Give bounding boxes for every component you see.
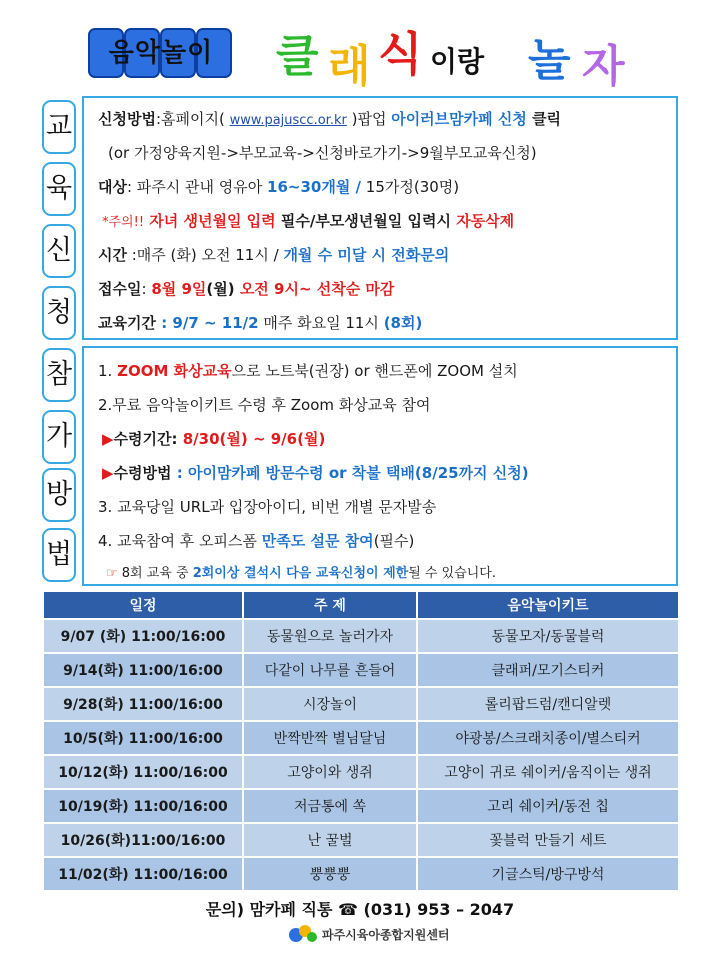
target-end: 15가정(30명) [361, 178, 460, 196]
session-kit: 클래퍼/모기스티커 [417, 653, 679, 687]
session-theme: 난 꿀벌 [243, 823, 417, 857]
target-label: 대상 [98, 178, 127, 196]
homepage-link[interactable]: www.pajuscc.or.kr [229, 113, 347, 128]
session-theme: 저금통에 쏙 [243, 789, 417, 823]
period-range: : 9/7 ~ 11/2 [155, 314, 259, 332]
session-date: 10/26(화)11:00/16:00 [43, 823, 243, 857]
side-label: 방 [42, 468, 76, 522]
table-row [43, 687, 679, 721]
period-text: 매주 화요일 11시 [258, 314, 384, 332]
arrow-icon: ▶ [102, 464, 114, 482]
step-1 [98, 360, 518, 381]
session-theme: 반짝반짝 별님달님 [243, 721, 417, 755]
title-char: 식 [378, 27, 423, 81]
reg-day: (월) [206, 280, 235, 298]
table-row [43, 823, 679, 857]
apply-reg-line [98, 278, 394, 299]
note-end: 될 수 있습니다. [408, 566, 496, 581]
pickup-method-text: : 아이맘카페 방문수령 or 착불 택배(8/25까지 신청) [171, 464, 529, 482]
session-kit: 야광봉/스크래치종이/별스티커 [417, 721, 679, 755]
title-char: 이랑 [430, 45, 485, 78]
side-label: 청 [42, 286, 76, 340]
org-logo-icon [288, 922, 318, 946]
column-header: 주 제 [243, 591, 417, 619]
step-4-end: (필수) [373, 532, 415, 550]
session-date: 10/5(화) 11:00/16:00 [43, 721, 243, 755]
session-date: 9/07 (화) 11:00/16:00 [43, 619, 243, 653]
session-date: 11/02(화) 11:00/16:00 [43, 857, 243, 891]
period-label: 교육기간 [98, 314, 156, 332]
warning-star: *주의!! [102, 215, 145, 230]
session-theme: 시장놀이 [243, 687, 417, 721]
method-label: 신청방법 [98, 110, 156, 128]
table-row [43, 721, 679, 755]
session-kit: 고양이 귀로 쉐이커/움직이는 생쥐 [417, 755, 679, 789]
poster-header [0, 0, 720, 92]
title-char: 놀 [528, 35, 571, 86]
session-theme: 동물원으로 놀러가자 [243, 619, 417, 653]
session-date: 9/14(화) 11:00/16:00 [43, 653, 243, 687]
reg-date: 8월 9일 [151, 280, 207, 298]
apply-alt-path: (or 가정양육지원->부모교육->신청바로가기->9월부모교육신청) [108, 144, 537, 162]
contact-line: 문의) 맘카페 직통 ☎ (031) 953 – 2047 [205, 900, 515, 919]
period-count: (8회) [383, 314, 423, 332]
table-header-row [43, 591, 679, 619]
column-header: 음악놀이키트 [417, 591, 679, 619]
session-date: 10/12(화) 11:00/16:00 [43, 755, 243, 789]
step-1-num: 1. [98, 362, 118, 380]
arrow-icon: ▶ [102, 430, 114, 448]
title-char: 자 [582, 41, 625, 92]
session-date: 10/19(화) 11:00/16:00 [43, 789, 243, 823]
absence-note [106, 562, 496, 581]
step-3: 3. 교육당일 URL과 입장아이디, 비번 개별 문자발송 [98, 498, 437, 516]
step-1-text: 으로 노트북(권장) or 핸드폰에 ZOOM 설치 [231, 362, 518, 380]
pickup-method-label: 수령방법 [113, 464, 172, 482]
step-4-survey: 만족도 설문 참여 [261, 532, 374, 550]
pickup-period-label: 수령기간: [113, 430, 178, 448]
apply-box [82, 96, 678, 340]
apply-method-line [98, 108, 561, 129]
apply-warning-line [102, 210, 514, 231]
time-text: :매주 (화) 오전 11시 / [126, 246, 284, 264]
step-4 [98, 530, 414, 551]
session-kit: 롤리팝드럼/캔디알렛 [417, 687, 679, 721]
side-label: 육 [42, 162, 76, 216]
side-label: 법 [42, 528, 76, 582]
table-row [43, 755, 679, 789]
method-mid: )팝업 [346, 110, 392, 128]
table-row [43, 619, 679, 653]
time-note: 개월 수 미달 시 전화문의 [283, 246, 450, 264]
session-kit: 기글스틱/방구방석 [417, 857, 679, 891]
table-row [43, 653, 679, 687]
pickup-method-line [102, 462, 529, 483]
step-1-red: ZOOM 화상교육 [117, 362, 232, 380]
side-label: 가 [42, 410, 76, 464]
note-pre: 8회 교육 중 [117, 566, 193, 581]
column-header: 일정 [43, 591, 243, 619]
apply-period-line [98, 312, 422, 333]
session-theme: 뿡뿡뿡 [243, 857, 417, 891]
session-date: 9/28(화) 11:00/16:00 [43, 687, 243, 721]
participate-box [82, 346, 678, 586]
session-kit: 동물모자/동물블럭 [417, 619, 679, 653]
step-4-pre: 4. 교육참여 후 오피스폼 [98, 532, 262, 550]
pointing-hand-icon: ☞ [106, 566, 118, 581]
reg-label: 접수일 [98, 280, 142, 298]
header-tag [88, 28, 234, 78]
header-tag-text: 음악놀이 [108, 38, 214, 68]
warning-mid: 필수/부모생년월일 입력시 [275, 212, 457, 230]
step-2: 2.무료 음악놀이키트 수령 후 Zoom 화상교육 참여 [98, 396, 431, 414]
session-kit: 고리 쉐이커/동전 칩 [417, 789, 679, 823]
warning-end: 자동삭제 [456, 212, 515, 230]
side-label: 교 [42, 100, 76, 154]
pickup-period-dates: 8/30(월) ~ 9/6(월) [177, 430, 326, 448]
reg-colon: : [141, 280, 152, 298]
table-row [43, 857, 679, 891]
reg-time: 오전 9시~ 선착순 마감 [234, 280, 395, 298]
warning-red: 자녀 생년월일 입력 [144, 212, 276, 230]
cafe-apply-text: 아이러브맘카페 신청 [391, 110, 527, 128]
pickup-period-line [102, 428, 325, 449]
time-label: 시간 [98, 246, 127, 264]
target-age: 16~30개월 / [267, 178, 362, 196]
side-label: 참 [42, 348, 76, 402]
method-end: 클릭 [526, 110, 562, 128]
session-theme: 다같이 나무를 흔들어 [243, 653, 417, 687]
side-label: 신 [42, 224, 76, 278]
apply-target-line [98, 176, 459, 197]
note-blue: 2회이상 결석시 다음 교육신청이 제한 [192, 566, 409, 581]
method-pre: :홈페이지( [155, 110, 230, 128]
target-text: : 파주시 관내 영유아 [126, 178, 268, 196]
session-kit: 꽃블럭 만들기 세트 [417, 823, 679, 857]
org-name: 파주시육아종합지원센터 [322, 928, 450, 942]
apply-time-line [98, 244, 449, 265]
session-theme: 고양이와 생쥐 [243, 755, 417, 789]
schedule-table [42, 590, 680, 892]
table-row [43, 789, 679, 823]
title-char: 클 [276, 31, 319, 82]
title-char: 래 [328, 41, 371, 92]
